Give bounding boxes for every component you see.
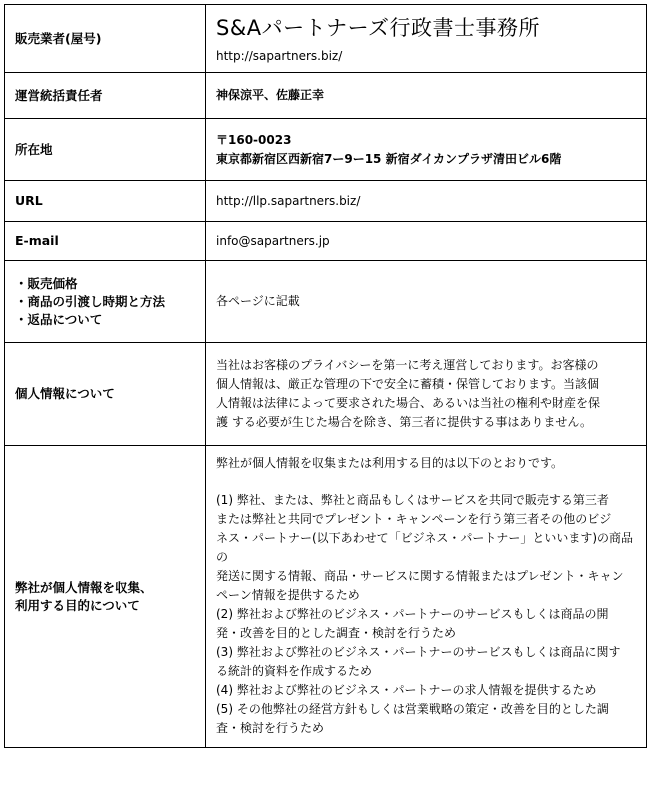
purpose-line: (5) その他弊社の経営方針もしくは営業戦略の策定・改善を目的とした調 — [216, 702, 609, 716]
paragraph-spacer — [216, 473, 638, 491]
purpose-labels — [5, 446, 206, 748]
privacy-line: 個人情報は、厳正な管理の下で安全に蓄積・保管しております。当該個 — [216, 377, 600, 391]
sales-label-returns: ・返品について — [15, 311, 103, 327]
address-value — [206, 119, 647, 181]
seller-label: 販売業者(屋号) — [5, 5, 206, 73]
privacy-line: 人情報は法律によって要求された場合、あるいは当社の権利や財産を保 — [216, 396, 601, 410]
sales-label-price: ・販売価格 — [15, 275, 78, 291]
purpose-label-line: 利用する目的について — [15, 597, 140, 613]
seller-value — [206, 5, 647, 73]
row-url — [5, 181, 647, 222]
email-value: info@sapartners.jp — [206, 222, 647, 261]
row-seller — [5, 5, 647, 73]
purpose-line: または弊社と共同でプレゼント・キャンペーンを行う第三者その他のビジ — [216, 512, 612, 526]
purpose-line: 査・検討を行うため — [216, 721, 325, 735]
row-privacy — [5, 343, 647, 446]
sales-value: 各ページに記載 — [206, 261, 647, 343]
purpose-line: (2) 弊社および弊社のビジネス・パートナーのサービスもしくは商品の開 — [216, 607, 609, 621]
company-url: http://sapartners.biz/ — [216, 48, 343, 63]
row-email — [5, 222, 647, 261]
purpose-intro: 弊社が個人情報を収集または利用する目的は以下のとおりです。 — [216, 456, 564, 470]
url-value: http://llp.sapartners.biz/ — [206, 181, 647, 222]
address-label: 所在地 — [5, 119, 206, 181]
purpose-label-line: 弊社が個人情報を収集、 — [15, 579, 153, 595]
postal-code: 〒160-0023 — [216, 132, 292, 147]
purpose-line: (4) 弊社および弊社のビジネス・パートナーの求人情報を提供するため — [216, 683, 597, 697]
privacy-text — [206, 343, 647, 446]
email-label: E-mail — [5, 222, 206, 261]
purpose-line: ペーン情報を提供するため — [216, 588, 360, 602]
purpose-text — [206, 446, 647, 748]
purpose-line: (1) 弊社、または、弊社と商品もしくはサービスを共同で販売する第三者 — [216, 493, 609, 507]
manager-label: 運営統括責任者 — [5, 73, 206, 119]
privacy-line: 護 する必要が生じた場合を除き、第三者に提供する事はありません。 — [216, 415, 593, 429]
purpose-line: 発送に関する情報、商品・サービスに関する情報またはプレゼント・キャン — [216, 569, 624, 583]
purpose-line: 発・改善を目的とした調査・検討を行うため — [216, 626, 457, 640]
purpose-line: (3) 弊社および弊社のビジネス・パートナーのサービスもしくは商品に関す — [216, 645, 621, 659]
row-sales — [5, 261, 647, 343]
company-name: S&Aパートナーズ行政書士事務所 — [216, 15, 541, 40]
street-address: 東京都新宿区西新宿7ー9ー15 新宿ダイカンプラザ清田ビル6階 — [216, 151, 562, 166]
row-purpose — [5, 446, 647, 748]
row-address — [5, 119, 647, 181]
privacy-label: 個人情報について — [5, 343, 206, 446]
manager-value: 神保涼平、佐藤正幸 — [206, 73, 647, 119]
sales-labels — [5, 261, 206, 343]
sales-label-delivery: ・商品の引渡し時期と方法 — [15, 293, 166, 309]
purpose-line: る統計的資料を作成するため — [216, 664, 373, 678]
privacy-line: 当社はお客様のプライバシーを第一に考え運営しております。お客様の — [216, 358, 599, 372]
business-info-table — [4, 4, 647, 748]
row-manager — [5, 73, 647, 119]
purpose-line: ネス・パートナー(以下あわせて「ビジネス・パートナー」といいます)の商品の — [216, 531, 634, 564]
url-label: URL — [5, 181, 206, 222]
